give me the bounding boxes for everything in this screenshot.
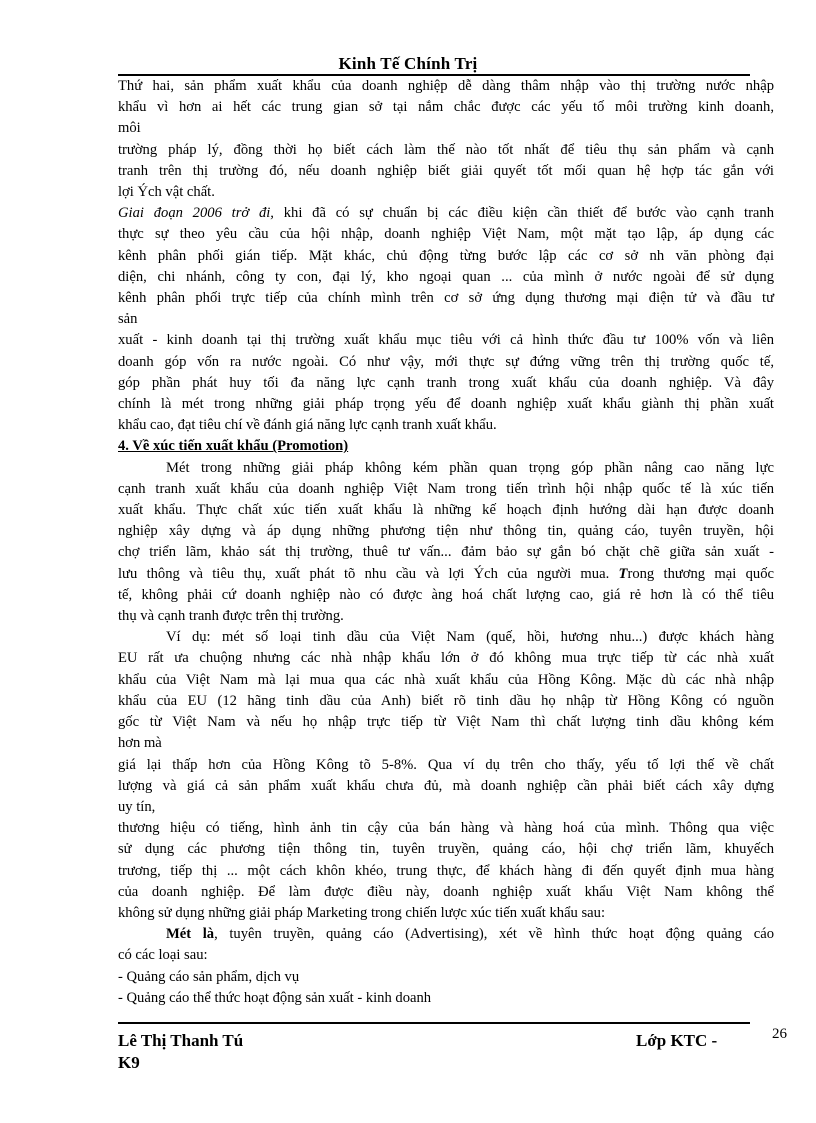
paragraph-line: nghiệp xây dựng và áp dụng những phương tiện như thông tin, quảng cáo, tuyên truyền, hội bbox=[118, 523, 774, 540]
document-body bbox=[118, 76, 774, 1009]
list-item: - Quảng cáo sản phẩm, dịch vụ bbox=[118, 968, 300, 985]
footer-author bbox=[118, 1030, 318, 1074]
text-run: , tuyên truyền, quảng cáo (Advertising), xét về hình thức hoạt động quảng cáo bbox=[214, 926, 774, 943]
paragraph-line: không sử dụng những giải pháp Marketing trong chiến lược xúc tiến xuất khẩu sau: bbox=[118, 904, 606, 921]
paragraph-line: Thứ hai, sản phẩm xuất khẩu của doanh nghiệp dễ dàng thâm nhập vào thị trường nước nhập bbox=[118, 78, 774, 94]
paragraph-line: diện, chi nhánh, công ty con, đại lý, kho ngoại quan ... của mình ở nước ngoài để sử dụng bbox=[118, 268, 774, 285]
paragraph-line: uy tín, bbox=[118, 798, 156, 815]
author-cohort: K9 bbox=[118, 1053, 140, 1072]
paragraph-line: có các loại sau: bbox=[118, 947, 208, 964]
paragraph-line: chợ triển lãm, khảo sát thị trường, thuê tư vấn... đảm bảo sự gắn bó chặt chẽ giữa sản xuất - bbox=[118, 544, 774, 561]
paragraph-line bbox=[118, 924, 774, 945]
paragraph-line bbox=[118, 203, 774, 224]
paragraph-line: khẩu cao, đạt tiêu chí về đánh giá năng lực cạnh tranh xuất khẩu. bbox=[118, 417, 497, 434]
paragraph-line: khẩu của EU (12 hãng tinh dầu của Anh) biết rõ tinh dầu họ nhập từ Hồng Kông có nguồn bbox=[118, 692, 774, 709]
paragraph-line: góp phần phát huy tối đa năng lực cạnh tranh trong xuất khẩu của doanh nghiệp. Và đây bbox=[118, 374, 774, 391]
paragraph-line: khẩu vì hơn ai hết các trung gian sở tại nắm chắc được các yếu tố môi trường kinh doanh, bbox=[118, 99, 774, 116]
text-run: rong thương mại quốc bbox=[627, 565, 774, 582]
paragraph-line: lợi Ých vật chất. bbox=[118, 184, 215, 201]
paragraph-line: môi bbox=[118, 120, 141, 137]
page-header-title: Kinh Tế Chính Trị bbox=[338, 54, 478, 73]
paragraph-line: hơn mà bbox=[118, 735, 162, 752]
paragraph-line: lượng và giá cả sản phẩm xuất khẩu chưa đủ, mà doanh nghiệp cần phải biết cách xây dựng bbox=[118, 777, 774, 794]
paragraph-line: tế, không phải cứ doanh nghiệp nào có được àng hoá chất lượng cao, giá rẻ hơn là có thể tiêu bbox=[118, 586, 774, 603]
italic-lead: Giai đoạn 2006 trở đi, bbox=[118, 205, 274, 222]
paragraph-line: trương, tiếp thị ... một cách khôn khéo, trung thực, để khách hàng đi đến quyết định mua hàng bbox=[118, 862, 774, 879]
footer-rule bbox=[118, 1022, 750, 1024]
paragraph-line: Ví dụ: mét số loại tinh dầu của Việt Nam (quế, hồi, hương nhu...) được khách hàng bbox=[166, 629, 774, 646]
page-number: 26 bbox=[772, 1026, 787, 1042]
paragraph-line: cạnh tranh xuất khẩu của doanh nghiệp Việt Nam trong tiến trình hội nhập quốc tế là xúc tiến bbox=[118, 480, 774, 497]
paragraph-line: kênh phân phối trực tiếp của chính mình trên cơ sở ứng dụng thương mại điện tử và đầu tư bbox=[118, 290, 774, 307]
list-item: - Quảng cáo thể thức hoạt động sản xuất - kinh doanh bbox=[118, 989, 432, 1006]
paragraph-line: sử dụng các phương tiện thông tin, tuyên truyền, quảng cáo, hội chợ triển lãm, khuyếch bbox=[118, 841, 774, 858]
paragraph-line: tranh trên thị trường đó, nếu doanh nghiệp biết giải quyết tốt mối quan hệ hợp tác gắn với bbox=[118, 162, 774, 179]
paragraph-line: sản bbox=[118, 311, 138, 328]
paragraph-line: chính là mét trong những giải pháp trọng yếu để doanh nghiệp xuất khẩu giành thị phần xuất bbox=[118, 396, 774, 413]
paragraph-line: EU rất ưa chuộng nhưng các nhà nhập khẩu lớn ở đó không mua trực tiếp từ các nhà xuất bbox=[118, 650, 774, 667]
paragraph-line: doanh góp vốn ra nước ngoài. Có như vậy, mới thực sự đứng vững trên thị trường quốc tế, bbox=[118, 353, 774, 370]
text-run: lưu thông và tiêu thụ, xuất phát tõ nhu cầu và lợi Ých của người mua. bbox=[118, 565, 619, 582]
paragraph-line: thương hiệu có tiếng, hình ảnh tin cậy của bán hàng và hàng hoá của mình. Thông qua việc bbox=[118, 820, 774, 837]
section-heading: 4. Về xúc tiến xuất khẩu (Promotion) bbox=[118, 438, 349, 455]
footer-class-label: Lớp KTC - bbox=[636, 1031, 718, 1050]
paragraph-line: xuất khẩu. Thực chất xúc tiến xuất khẩu là những kế hoạch định hướng dài hạn được doanh bbox=[118, 502, 774, 519]
paragraph-line: khẩu của Việt Nam mà lại mua qua các nhà xuất khẩu của Hồng Kông. Mặc dù các nhà nhập bbox=[118, 671, 774, 688]
paragraph-line: thụ và cạnh tranh được trên thị trường. bbox=[118, 608, 344, 625]
bold-initial: T bbox=[618, 565, 628, 582]
paragraph-line: trường pháp lý, đồng thời họ biết cách làm thế nào tốt nhất để tiêu thụ sản phẩm và cạnh bbox=[118, 141, 774, 158]
paragraph-line: kênh phân phối gián tiếp. Mặt khác, chủ động từng bước lập các cơ sở nh văn phòng đại bbox=[118, 247, 774, 264]
bold-lead: Mét là bbox=[166, 926, 215, 943]
paragraph-line: thực sự theo yêu cầu của hội nhập, doanh nghiệp Việt Nam, một mặt tạo lập, áp dụng các bbox=[118, 226, 774, 243]
paragraph-line: xuất - kinh doanh tại thị trường xuất khẩu mục tiêu với cả hình thức đầu tư 100% vốn và liên bbox=[118, 332, 774, 349]
paragraph-line bbox=[118, 564, 774, 585]
paragraph-line: gốc từ Việt Nam và nếu họ nhập trực tiếp từ Việt Nam thì chất lượng tinh dầu không kém bbox=[118, 714, 774, 731]
text-run: khi đã có sự chuẩn bị các điều kiện cần thiết để bước vào cạnh tranh bbox=[273, 205, 775, 222]
paragraph-line: giá lại thấp hơn của Hồng Kông tõ 5-8%. Qua ví dụ trên cho thấy, yếu tố lợi thế về chất bbox=[118, 756, 774, 773]
author-name: Lê Thị Thanh Tú bbox=[118, 1031, 244, 1050]
paragraph-line: của doanh nghiệp. Để làm được điều này, doanh nghiệp xuất khẩu Việt Nam không thể bbox=[118, 883, 774, 900]
paragraph-line: Mét trong những giải pháp không kém phần quan trọng góp phần nâng cao năng lực bbox=[166, 459, 774, 476]
